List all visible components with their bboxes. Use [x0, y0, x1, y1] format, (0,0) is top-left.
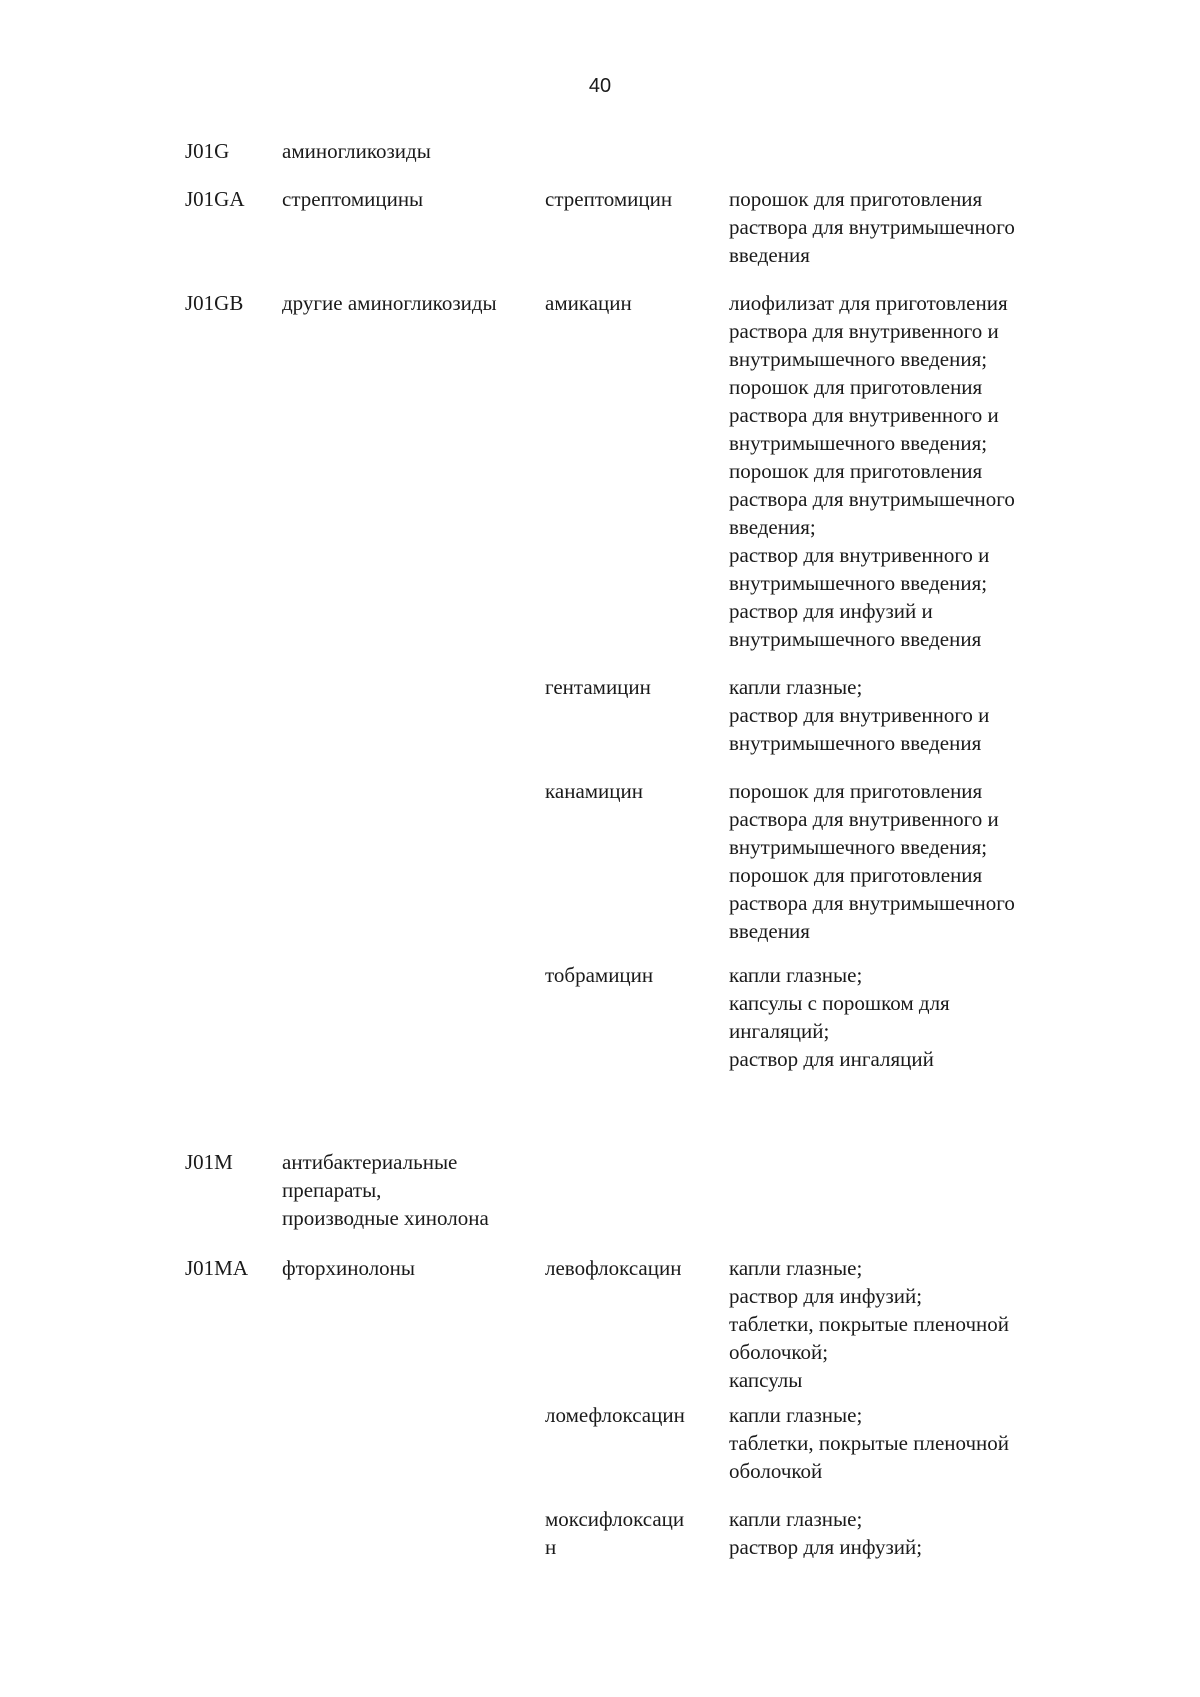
dosage-form: лиофилизат для приготовления раствора для внутривенного и внутримышечного введения; порошок для приготовления раствора для внутривенного и внутримышечного введения; порошок для приготовления раствора для внутримышечного введения; раствор для внутривенного и внутримышечного введения; раствор для инфузий и внутримышечного введения [729, 291, 1015, 651]
atc-code: J01M [185, 1150, 233, 1174]
atc-code: J01GA [185, 187, 245, 211]
page-number: 40 [588, 75, 612, 97]
atc-group: фторхинолоны [282, 1256, 416, 1280]
drug-name: левофлоксацин [545, 1256, 682, 1280]
drug-name: тобрамицин [545, 963, 654, 987]
atc-group: антибактериальные препараты, производные хинолона [282, 1150, 489, 1230]
drug-name: гентамицин [545, 675, 651, 699]
drug-name: амикацин [545, 291, 632, 315]
atc-group: стрептомицины [282, 187, 424, 211]
atc-code: J01G [185, 139, 230, 163]
drug-name: стрептомицин [545, 187, 673, 211]
dosage-form: капли глазные; таблетки, покрытые пленочной оболочкой [729, 1403, 1010, 1483]
dosage-form: капли глазные; раствор для инфузий; таблетки, покрытые пленочной оболочкой; капсулы [729, 1256, 1010, 1392]
atc-group: аминогликозиды [282, 139, 431, 163]
dosage-form: капли глазные; раствор для внутривенного и внутримышечного введения [729, 675, 990, 755]
atc-group: другие аминогликозиды [282, 291, 497, 315]
drug-name: ломефлоксацин [545, 1403, 685, 1427]
dosage-form: порошок для приготовления раствора для внутримышечного введения [729, 187, 1015, 267]
drug-name: канамицин [545, 779, 644, 803]
dosage-form: капли глазные; капсулы с порошком для ингаляций; раствор для ингаляций [729, 963, 950, 1071]
atc-code: J01GB [185, 291, 244, 315]
dosage-form: порошок для приготовления раствора для внутривенного и внутримышечного введения; порошок для приготовления раствора для внутримышечного введения [729, 779, 1015, 943]
atc-code: J01MA [185, 1256, 249, 1280]
drug-name: моксифлоксаци н [545, 1507, 685, 1559]
dosage-form: капли глазные; раствор для инфузий; [729, 1507, 923, 1559]
